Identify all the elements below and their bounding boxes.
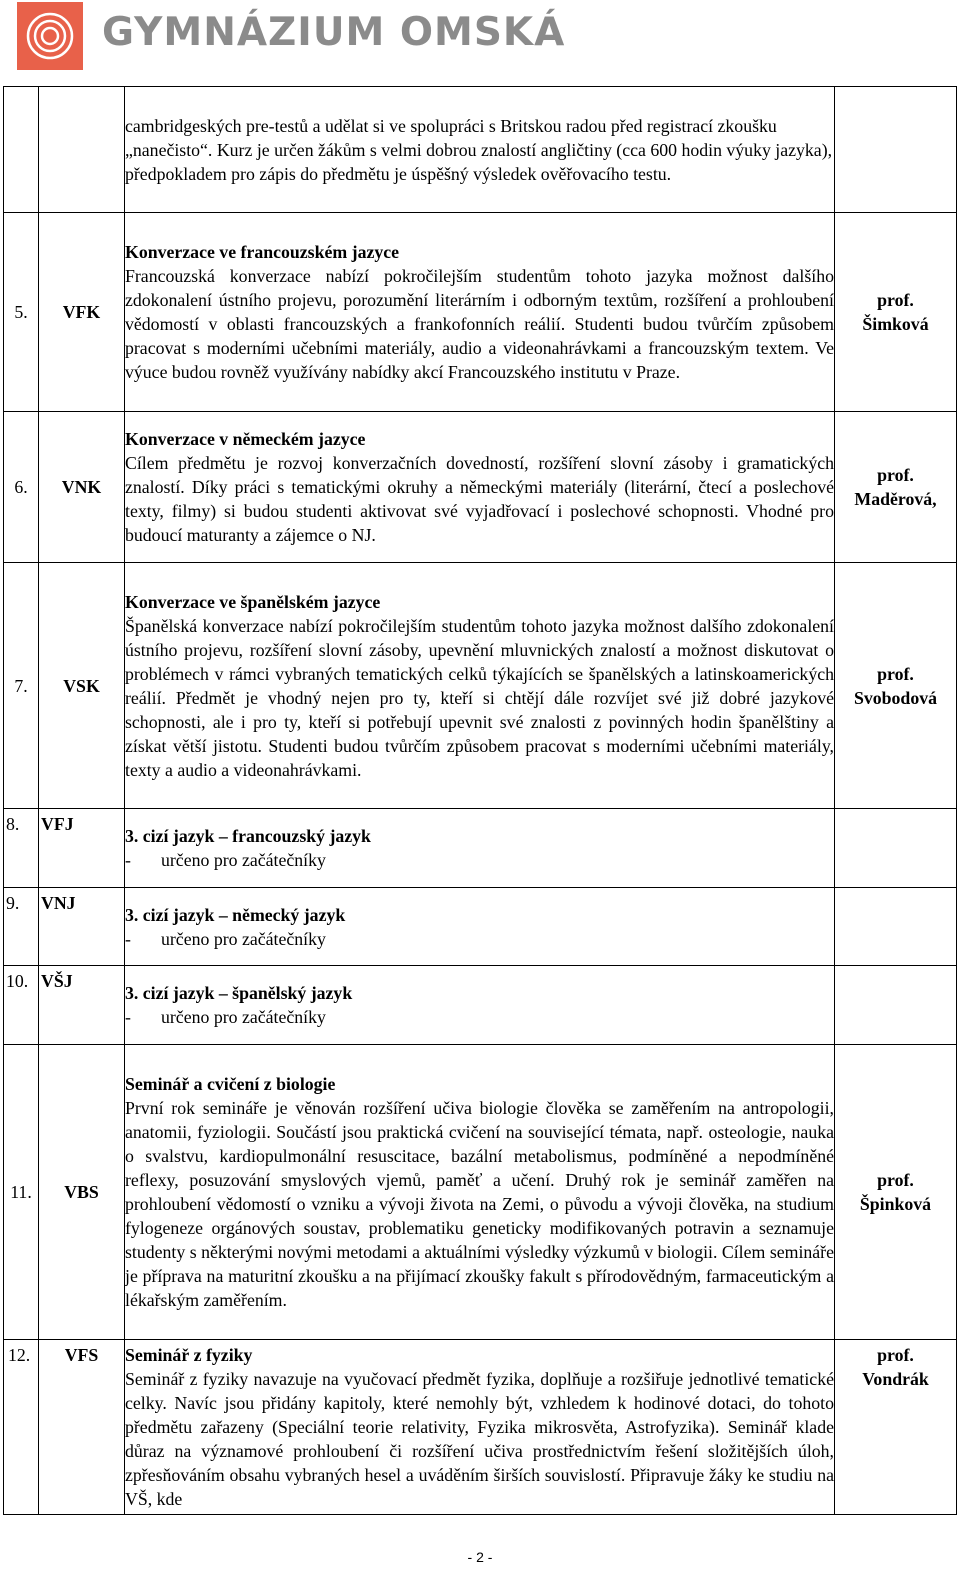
table-row bbox=[4, 809, 957, 888]
table-row bbox=[4, 966, 957, 1045]
bullet-item bbox=[125, 927, 834, 951]
row-number: 6. bbox=[4, 412, 39, 563]
teacher-name: Svobodová bbox=[853, 687, 937, 708]
course-description bbox=[125, 966, 835, 1045]
table-row bbox=[4, 412, 957, 563]
row-number: 7. bbox=[4, 563, 39, 809]
course-code: VFS bbox=[39, 1340, 125, 1515]
course-code: VBS bbox=[39, 1045, 125, 1340]
course-description bbox=[125, 412, 835, 563]
description-text: Francouzská konverzace nabízí pokročilejším studentům tohoto jazyka možnost dalšího zdokonalení ústního projevu, porozumění literárním i odborným textům, rozšíření a prohloubení vědomostí v oblasti francouzských a frankofonních reálií. Studenti budou tvůrčím způsobem pracovat s moderními učebními materiály, audio a videonahrávkami a francouzským textem. Ve výuce budou rovněž využívány nabídky akcí Francouzského institutu v Praze. bbox=[125, 266, 834, 382]
bullet-dash: - bbox=[125, 850, 131, 870]
course-code: VFK bbox=[39, 213, 125, 412]
course-table bbox=[3, 86, 957, 1515]
teacher-name: Špinková bbox=[859, 1194, 932, 1214]
table-row bbox=[4, 1340, 957, 1515]
description-text: Seminář z fyziky navazuje na vyučovací předmět fyzika, doplňuje a rozšiřuje jednotlivé tematické celky. Navíc jsou přidány kapitoly, které nemohly být, vzhledem k hodinové dotaci, do tohoto předmětu zařazeny (Speciální teorie relativity, Fyzika mikrosvěta, Astrofyzika). Seminář klade důraz na významové prohloubení či rozšíření učiva prostřednictvím řešení složitějších úloh, zpřesňováním obsahu vybraných hesel a uváděním širších souvislostí. Připravuje žáky ke studiu na VŠ, kde bbox=[125, 1369, 834, 1509]
row-number: 11. bbox=[4, 1045, 39, 1340]
course-title: 3. cizí jazyk – francouzský jazyk bbox=[125, 826, 371, 846]
teacher-cell bbox=[835, 1340, 957, 1515]
row-number: 9. bbox=[4, 888, 39, 966]
bullet-item bbox=[125, 848, 834, 872]
table-row bbox=[4, 563, 957, 809]
bullet-text: určeno pro začátečníky bbox=[161, 928, 326, 949]
table-row bbox=[4, 213, 957, 412]
bullet-dash: - bbox=[125, 928, 131, 949]
description-text: cambridgeských pre-testů a udělat si ve spolupráci s Britskou radou před registrací zkoušku „nanečisto“. Kurz je určen žákům s velmi dobrou znalostí angličtiny (cca 600 hodin výuky jazyka), předpokladem pro zápis do předmětu je úspěšný výsledek ověřovacího testu. bbox=[125, 115, 833, 184]
course-code: VNJ bbox=[39, 888, 125, 966]
teacher-title: prof. bbox=[877, 1170, 914, 1190]
course-description bbox=[125, 1045, 835, 1340]
teacher-name: Vondrák bbox=[862, 1369, 929, 1389]
course-title: Konverzace ve španělském jazyce bbox=[125, 591, 381, 612]
course-title: Konverzace ve francouzském jazyce bbox=[125, 242, 400, 262]
description-text: Cílem předmětu je rozvoj konverzačních dovedností, rozšíření slovní zásoby i gramatických znalostí. Díky práci s tematickými okruhy a německými materiály (literární, čtecí a poslechové texty, filmy) si budou studenti aktivovat své vyjadřovací i poslechové schopnosti. Vhodné pro budoucí maturanty a zájemce o NJ. bbox=[125, 453, 834, 545]
course-code: VŠJ bbox=[39, 966, 125, 1045]
teacher-title: prof. bbox=[877, 1345, 914, 1365]
continued-description bbox=[125, 87, 835, 213]
bullet-text: určeno pro začátečníky bbox=[161, 850, 326, 870]
row-number: 5. bbox=[4, 213, 39, 412]
table-row bbox=[4, 888, 957, 966]
description-text: První rok semináře je věnován rozšíření učiva biologie člověka se zaměřením na antropologii, anatomii, fyziologii. Součástí jsou praktická cvičení na související témata, např. osteologie, nauka o svalstvu, kardiopulmonální resuscitace, bazální metabolismus, podmíněné a nepodmíněné reflexy, posuzování smyslových vjemů, paměť a učení. Druhý rok je seminář zaměřen na prohloubení vědomostí o vzniku a vývoji života na Zemi, o původu a vývoji člověka, na studium fylogeneze orgánových soustav, problematiku geneticky modifikovaných potravin a seznamuje studenty s některými novými metodami a aktuálními výsledky výzkumů v biologii. Cílem semináře je příprava na maturitní zkoušku a na přijímací zkoušky fakult s přírodovědným, farmaceutickým a lékařským zaměřením. bbox=[125, 1098, 834, 1310]
bullet-text: určeno pro začátečníky bbox=[161, 1007, 326, 1027]
school-name: GYMNÁZIUM OMSKÁ bbox=[102, 10, 566, 55]
logo-circles-icon bbox=[17, 2, 83, 70]
course-description bbox=[125, 1340, 835, 1515]
bullet-item bbox=[125, 1005, 834, 1029]
teacher-cell bbox=[835, 213, 957, 412]
bullet-dash: - bbox=[125, 1007, 131, 1027]
course-title: Konverzace v německém jazyce bbox=[125, 429, 366, 449]
teacher-cell bbox=[835, 563, 957, 809]
row-number: 12. bbox=[4, 1340, 39, 1515]
row-number: 10. bbox=[4, 966, 39, 1045]
page-number: - 2 - bbox=[467, 1549, 493, 1565]
course-title: 3. cizí jazyk – španělský jazyk bbox=[125, 983, 353, 1003]
teacher-name: Šimková bbox=[862, 314, 929, 334]
page-header bbox=[0, 0, 960, 80]
teacher-title: prof. bbox=[877, 290, 914, 310]
school-logo bbox=[17, 2, 83, 70]
teacher-cell bbox=[835, 412, 957, 563]
teacher-title: prof. bbox=[877, 663, 914, 684]
course-code: VNK bbox=[39, 412, 125, 563]
course-title: 3. cizí jazyk – německý jazyk bbox=[125, 904, 346, 925]
teacher-title: prof. bbox=[877, 465, 914, 485]
course-description bbox=[125, 213, 835, 412]
description-text: Španělská konverzace nabízí pokročilejším studentům tohoto jazyka možnost dalšího zdokonalení ústního projevu, rozšíření slovní zásoby, upevnění mluvnických znalostí a možnost diskutovat o problémech v rámci vybraných tematických celků týkajících se španělských a latinskoamerických reálií. Předmět je vhodný nejen pro ty, kteří si chtějí dále rozvíjet své již dobré jazykové schopnosti, ale i pro ty, kteří si potřebují upevnit své znalosti z povinných hodin španělštiny a získat větší jistotu. Studenti budou tvůrčím způsobem pracovat s moderními učebními materiály, texty a audio a videonahrávkami. bbox=[125, 615, 834, 780]
course-title: Seminář z fyziky bbox=[125, 1345, 253, 1365]
course-description bbox=[125, 809, 835, 888]
course-code: VFJ bbox=[39, 809, 125, 888]
course-title: Seminář a cvičení z biologie bbox=[125, 1074, 336, 1094]
teacher-cell bbox=[835, 1045, 957, 1340]
course-description bbox=[125, 563, 835, 809]
row-number: 8. bbox=[4, 809, 39, 888]
teacher-name: Maděrová, bbox=[854, 489, 937, 509]
table-row bbox=[4, 87, 957, 213]
course-description bbox=[125, 888, 835, 966]
course-code: VSK bbox=[39, 563, 125, 809]
table-row bbox=[4, 1045, 957, 1340]
